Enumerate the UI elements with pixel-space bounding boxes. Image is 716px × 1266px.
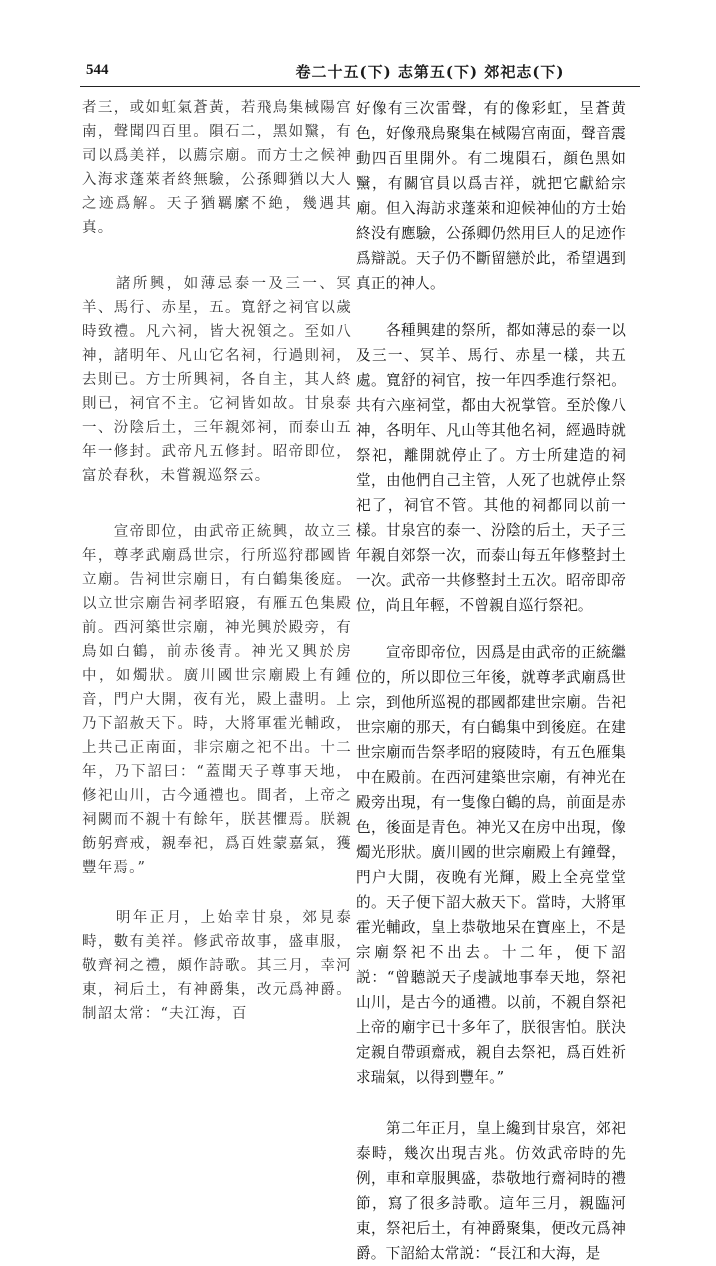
classical-paragraph-3: 宣帝即位，由武帝正統興，故立三年，尊孝武廟爲世宗，行所巡狩郡國皆立廟。告祠世宗廟日，有白鶴集後庭。以立世宗廟告祠孝昭寢，有雁五色集殿前。西河築世宗廟，神光興於殿旁，有鳥如白鶴，前赤後青。神光又興於房中，如燭狀。廣川國世宗廟殿上有鍾音，門户大開，夜有光，殿上盡明。上乃下詔赦天下。時，大將軍霍光輔政，上共己正南面，非宗廟之祀不出。十二年，乃下詔曰：“蓋聞天子尊事天地，修祀山川，古今通禮也。間者，上帝之祠闕而不親十有餘年，朕甚懼焉。朕親飭躬齊戒，親奉祀，爲百姓蒙嘉氣，獲豐年焉。”	[82, 524, 352, 876]
running-head: 卷二十五(下) 志第五(下) 郊祀志(下)	[295, 63, 565, 81]
classical-text-column	[82, 96, 352, 1022]
translation-paragraph-1: 好像有三次雷聲，有的像彩虹，呈蒼黄色，好像飛鳥聚集在棫陽宫南面，聲音震動四百里開外。有二塊隕石，顔色黑如黳，有關官員以爲吉祥，就把它獻給宗廟。但入海訪求蓬萊和迎候神仙的方士始終没有應驗，公孫卿仍然用巨人的足迹作爲辯説。天子仍不斷留戀於此，希望遇到真正的神人。	[356, 100, 626, 292]
page-number: 544	[86, 62, 109, 78]
translation-paragraph-3: 宣帝即帝位，因爲是由武帝的正統繼位的，所以即位三年後，就尊孝武廟爲世宗，到他所巡視的郡國都建世宗廟。告祀世宗廟的那天，有白鶴集中到後庭。在建世宗廟而告祭孝昭的寢陵時，有五色雁集中在殿前。在西河建築世宗廟，有神光在殿旁出現，有一隻像白鶴的鳥，前面是赤色，後面是青色。神光又在房中出現，像燭光形狀。廣川國的世宗廟殿上有鐘聲，門户大開，夜晚有光輝，殿上全亮堂堂的。天子便下詔大赦天下。當時，大將軍霍光輔政，皇上恭敬地呆在寶座上，不是宗廟祭祀不出去。十二年，便下詔説：“曾聽説天子虔誠地事奉天地，祭祀山川，是古今的通禮。以前，不親自祭祀上帝的廟宇已十多年了，朕很害怕。朕決定親自帶頭齋戒，親自去祭祀，爲百姓祈求瑞氣，以得到豐年。”	[356, 644, 626, 1086]
classical-paragraph-1: 者三，或如虹氣蒼黃，若飛鳥集棫陽宫南，聲聞四百里。隕石二，黑如黳，有司以爲美祥，以薦宗廟。而方士之候神入海求蓬萊者終無驗，公孫卿猶以大人之迹爲解。天子猶羈縻不絶，幾遇其真。	[82, 100, 352, 236]
translation-paragraph-2: 各種興建的祭所，都如薄忌的泰一以及三一、冥羊、馬行、赤星一樣，共五處。寬舒的祠官，按一年四季進行祭祀。共有六座祠堂，都由大祝掌管。至於像八神，各明年、凡山等其他名祠，經過時就祭祀，離開就停止了。方士所建造的祠堂，由他們自己主管，人死了也就停止祭祀了，祠官不管。其他的祠都同以前一樣。甘泉宫的泰一、汾陰的后土，天子三年親自郊祭一次，而泰山每五年修整封土一次。武帝一共修整封土五次。昭帝即帝位，尚且年輕，不曾親自巡行祭祀。	[356, 322, 626, 614]
page-header	[80, 58, 640, 84]
header-rule	[80, 86, 640, 87]
classical-paragraph-2: 諸所興，如薄忌泰一及三一、冥羊、馬行、赤星，五。寬舒之祠官以歲時致禮。凡六祠，皆大祝領之。至如八神，諸明年、凡山它名祠，行過則祠，去則已。方士所興祠，各自主，其人終則已，祠官不主。它祠皆如故。甘泉泰一、汾陰后土，三年親郊祠，而泰山五年一修封。武帝凡五修封。昭帝即位，富於春秋，未嘗親巡祭云。	[82, 276, 352, 484]
translation-paragraph-4: 第二年正月，皇上纔到甘泉宫，郊祀泰畤，幾次出現吉兆。仿效武帝時的先例，車和章服興盛，恭敬地行齋祠時的禮節，寫了很多詩歌。這年三月，親臨河東，祭祀后土，有神爵聚集，便改元爲神爵。下詔給太常説：“長江和大海，是	[356, 1120, 626, 1262]
classical-paragraph-4: 明年正月，上始幸甘泉，郊見泰畤，數有美祥。修武帝故事，盛車服，敬齊祠之禮，頗作詩歌。其三月，幸河東，祠后土，有神爵集，改元爲神爵。制詔太常：“夫江海，百	[82, 910, 352, 1022]
translation-column	[356, 96, 626, 1262]
